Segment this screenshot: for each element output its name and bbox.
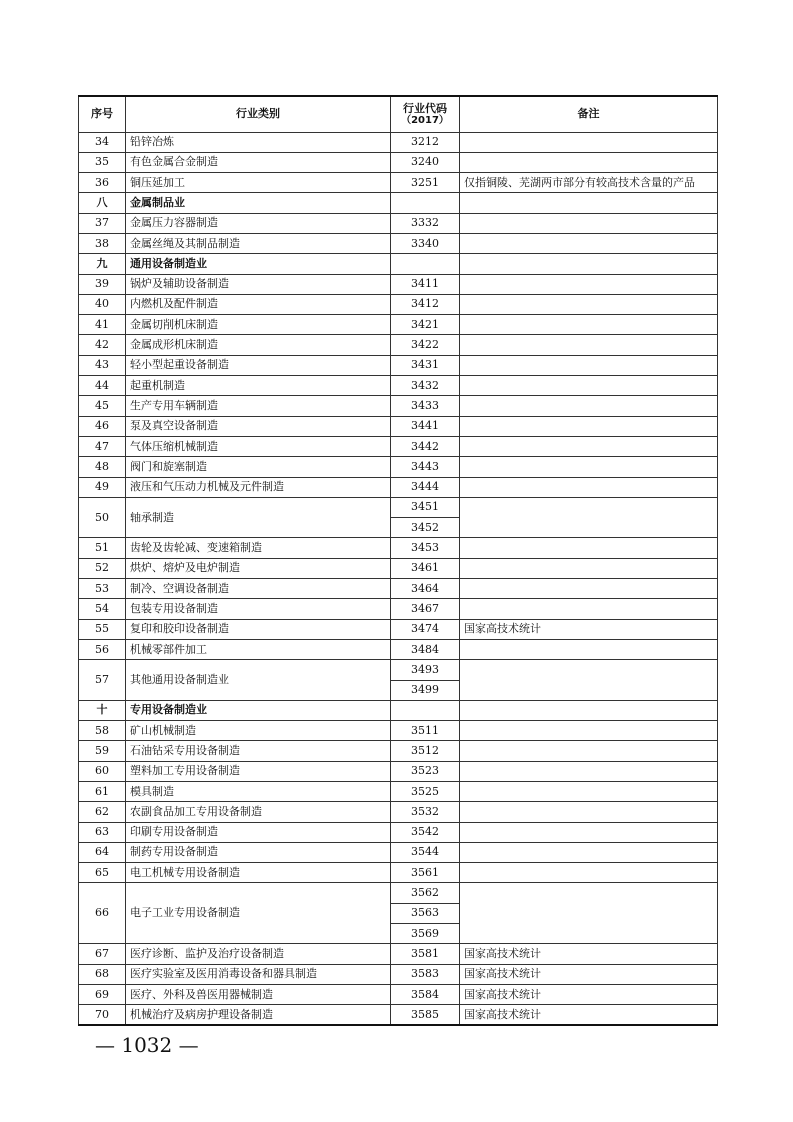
- row-seq: 56: [79, 639, 126, 659]
- row-code: 3493: [391, 660, 460, 680]
- row-seq: 62: [79, 802, 126, 822]
- table-row: [79, 842, 718, 862]
- table-row: [79, 538, 718, 558]
- table-row: [79, 315, 718, 335]
- row-code: 3544: [391, 842, 460, 862]
- row-code: 3433: [391, 396, 460, 416]
- row-category: 专用设备制造业: [126, 700, 391, 720]
- table-row: [79, 741, 718, 761]
- row-category: 轻小型起重设备制造: [126, 355, 391, 375]
- row-seq: 68: [79, 964, 126, 984]
- row-seq: 44: [79, 376, 126, 396]
- row-note: [460, 376, 718, 396]
- row-code: 3511: [391, 721, 460, 741]
- row-code: 3523: [391, 761, 460, 781]
- row-category: 轴承制造: [126, 497, 391, 538]
- row-note: [460, 802, 718, 822]
- section-row: [79, 254, 718, 274]
- row-note: 国家高技术统计: [460, 944, 718, 964]
- header-code: [391, 96, 460, 132]
- row-note: [460, 233, 718, 253]
- row-note: [460, 477, 718, 497]
- row-seq: 55: [79, 619, 126, 639]
- row-code: 3584: [391, 984, 460, 1004]
- page-number: — 1032 —: [95, 1033, 199, 1057]
- row-note: [460, 558, 718, 578]
- table-row: [79, 457, 718, 477]
- table-row: [79, 497, 718, 517]
- table-row: [79, 416, 718, 436]
- row-seq: 41: [79, 315, 126, 335]
- row-code: 3563: [391, 903, 460, 923]
- row-note: 国家高技术统计: [460, 964, 718, 984]
- table-row: [79, 436, 718, 456]
- row-seq: 66: [79, 883, 126, 944]
- row-code: 3467: [391, 599, 460, 619]
- row-category: 通用设备制造业: [126, 254, 391, 274]
- table-header: [79, 96, 718, 132]
- row-category: 铜压延加工: [126, 173, 391, 193]
- row-seq: 65: [79, 863, 126, 883]
- row-category: 农副食品加工专用设备制造: [126, 802, 391, 822]
- row-code: 3461: [391, 558, 460, 578]
- row-note: [460, 782, 718, 802]
- row-seq: 38: [79, 233, 126, 253]
- row-category: 有色金属合金制造: [126, 152, 391, 172]
- table-row: [79, 761, 718, 781]
- row-seq: 61: [79, 782, 126, 802]
- table-row: [79, 579, 718, 599]
- row-category: 石油钻采专用设备制造: [126, 741, 391, 761]
- row-note: [460, 335, 718, 355]
- row-seq: 43: [79, 355, 126, 375]
- row-category: 锅炉及辅助设备制造: [126, 274, 391, 294]
- section-row: [79, 193, 718, 213]
- row-note: 国家高技术统计: [460, 984, 718, 1004]
- row-code: 3240: [391, 152, 460, 172]
- row-code: 3452: [391, 518, 460, 538]
- row-note: [460, 639, 718, 659]
- row-code: 3542: [391, 822, 460, 842]
- row-note: [460, 315, 718, 335]
- row-code: 3525: [391, 782, 460, 802]
- header-category: 行业类别: [126, 96, 391, 132]
- row-category: 金属压力容器制造: [126, 213, 391, 233]
- row-note: [460, 721, 718, 741]
- table-row: [79, 964, 718, 984]
- table-row: [79, 294, 718, 314]
- row-category: 制冷、空调设备制造: [126, 579, 391, 599]
- row-code: 3499: [391, 680, 460, 700]
- row-category: 内燃机及配件制造: [126, 294, 391, 314]
- row-seq: 47: [79, 436, 126, 456]
- row-seq: 69: [79, 984, 126, 1004]
- row-seq: 35: [79, 152, 126, 172]
- row-category: 液压和气压动力机械及元件制造: [126, 477, 391, 497]
- row-category: 金属丝绳及其制品制造: [126, 233, 391, 253]
- table-row: [79, 639, 718, 659]
- row-note: [460, 193, 718, 213]
- table-row: [79, 132, 718, 152]
- row-code: 3340: [391, 233, 460, 253]
- section-row: [79, 700, 718, 720]
- row-code: 3484: [391, 639, 460, 659]
- row-code: 3562: [391, 883, 460, 903]
- table-row: [79, 822, 718, 842]
- row-note: [460, 254, 718, 274]
- table-row: [79, 984, 718, 1004]
- row-code: 3411: [391, 274, 460, 294]
- row-code: 3453: [391, 538, 460, 558]
- table-row: [79, 233, 718, 253]
- row-seq: 48: [79, 457, 126, 477]
- row-seq: 53: [79, 579, 126, 599]
- table-row: [79, 173, 718, 193]
- row-note: [460, 396, 718, 416]
- row-category: 矿山机械制造: [126, 721, 391, 741]
- row-note: [460, 152, 718, 172]
- row-seq: 39: [79, 274, 126, 294]
- row-category: 机械治疗及病房护理设备制造: [126, 1005, 391, 1025]
- row-category: 医疗诊断、监护及治疗设备制造: [126, 944, 391, 964]
- row-seq: 57: [79, 660, 126, 701]
- row-note: [460, 538, 718, 558]
- row-note: 仅指铜陵、芜湖两市部分有较高技术含量的产品: [460, 173, 718, 193]
- row-category: 复印和胶印设备制造: [126, 619, 391, 639]
- row-category: 模具制造: [126, 782, 391, 802]
- row-category: 制药专用设备制造: [126, 842, 391, 862]
- row-code: 3561: [391, 863, 460, 883]
- row-code: 3474: [391, 619, 460, 639]
- table-row: [79, 396, 718, 416]
- row-seq: 37: [79, 213, 126, 233]
- row-category: 起重机制造: [126, 376, 391, 396]
- row-code: 3441: [391, 416, 460, 436]
- row-code: 3422: [391, 335, 460, 355]
- row-category: 金属制品业: [126, 193, 391, 213]
- row-seq: 46: [79, 416, 126, 436]
- row-note: [460, 274, 718, 294]
- row-note: [460, 660, 718, 701]
- row-note: [460, 355, 718, 375]
- header-code-line1: 行业代码: [403, 101, 447, 115]
- row-note: [460, 741, 718, 761]
- row-code: 3464: [391, 579, 460, 599]
- row-note: [460, 213, 718, 233]
- row-note: [460, 863, 718, 883]
- row-seq: 42: [79, 335, 126, 355]
- row-code: 3412: [391, 294, 460, 314]
- table-row: [79, 599, 718, 619]
- row-code: [391, 254, 460, 274]
- row-seq: 36: [79, 173, 126, 193]
- header-seq: 序号: [79, 96, 126, 132]
- row-category: 金属切削机床制造: [126, 315, 391, 335]
- table-row: [79, 944, 718, 964]
- header-code-line2: （2017）: [401, 114, 449, 126]
- row-category: 电工机械专用设备制造: [126, 863, 391, 883]
- table-row: [79, 152, 718, 172]
- table-row: [79, 883, 718, 903]
- row-category: 烘炉、熔炉及电炉制造: [126, 558, 391, 578]
- row-code: [391, 193, 460, 213]
- row-seq: 63: [79, 822, 126, 842]
- row-category: 齿轮及齿轮减、变速箱制造: [126, 538, 391, 558]
- table-row: [79, 782, 718, 802]
- table-row: [79, 721, 718, 741]
- row-seq: 60: [79, 761, 126, 781]
- table-row: [79, 477, 718, 497]
- row-category: 包装专用设备制造: [126, 599, 391, 619]
- row-code: 3442: [391, 436, 460, 456]
- row-code: 3332: [391, 213, 460, 233]
- row-code: 3421: [391, 315, 460, 335]
- row-code: 3212: [391, 132, 460, 152]
- row-seq: 70: [79, 1005, 126, 1025]
- table-row: [79, 335, 718, 355]
- row-category: 铅锌冶炼: [126, 132, 391, 152]
- row-note: [460, 436, 718, 456]
- row-code: 3532: [391, 802, 460, 822]
- row-seq: 45: [79, 396, 126, 416]
- row-note: [460, 842, 718, 862]
- row-note: 国家高技术统计: [460, 619, 718, 639]
- row-note: [460, 579, 718, 599]
- row-note: [460, 599, 718, 619]
- row-category: 印刷专用设备制造: [126, 822, 391, 842]
- row-note: [460, 700, 718, 720]
- row-category: 阀门和旋塞制造: [126, 457, 391, 477]
- row-code: 3251: [391, 173, 460, 193]
- row-code: 3451: [391, 497, 460, 517]
- row-category: 机械零部件加工: [126, 639, 391, 659]
- row-category: 塑料加工专用设备制造: [126, 761, 391, 781]
- table-row: [79, 355, 718, 375]
- row-code: 3581: [391, 944, 460, 964]
- row-code: 3569: [391, 924, 460, 944]
- row-note: 国家高技术统计: [460, 1005, 718, 1025]
- row-code: 3444: [391, 477, 460, 497]
- row-note: [460, 497, 718, 538]
- row-code: 3583: [391, 964, 460, 984]
- row-category: 气体压缩机械制造: [126, 436, 391, 456]
- row-note: [460, 761, 718, 781]
- row-note: [460, 416, 718, 436]
- row-seq: 51: [79, 538, 126, 558]
- industry-table: [78, 95, 718, 1026]
- row-note: [460, 883, 718, 944]
- row-note: [460, 457, 718, 477]
- row-seq: 54: [79, 599, 126, 619]
- row-seq: 50: [79, 497, 126, 538]
- row-category: 其他通用设备制造业: [126, 660, 391, 701]
- row-seq: 八: [79, 193, 126, 213]
- table-row: [79, 619, 718, 639]
- row-seq: 40: [79, 294, 126, 314]
- header-row: [79, 96, 718, 132]
- header-note: 备注: [460, 96, 718, 132]
- table-body: [79, 132, 718, 1025]
- row-category: 金属成形机床制造: [126, 335, 391, 355]
- row-code: 3512: [391, 741, 460, 761]
- table-row: [79, 802, 718, 822]
- row-category: 医疗实验室及医用消毒设备和器具制造: [126, 964, 391, 984]
- table-row: [79, 1005, 718, 1025]
- row-code: 3443: [391, 457, 460, 477]
- row-seq: 58: [79, 721, 126, 741]
- row-note: [460, 132, 718, 152]
- row-seq: 52: [79, 558, 126, 578]
- table-row: [79, 660, 718, 680]
- row-category: 泵及真空设备制造: [126, 416, 391, 436]
- table-row: [79, 376, 718, 396]
- row-category: 生产专用车辆制造: [126, 396, 391, 416]
- row-note: [460, 822, 718, 842]
- row-seq: 49: [79, 477, 126, 497]
- table-row: [79, 274, 718, 294]
- table-row: [79, 863, 718, 883]
- row-code: 3585: [391, 1005, 460, 1025]
- row-code: [391, 700, 460, 720]
- table-row: [79, 558, 718, 578]
- row-note: [460, 294, 718, 314]
- row-seq: 59: [79, 741, 126, 761]
- row-seq: 64: [79, 842, 126, 862]
- row-code: 3431: [391, 355, 460, 375]
- table-row: [79, 213, 718, 233]
- row-code: 3432: [391, 376, 460, 396]
- row-seq: 67: [79, 944, 126, 964]
- row-category: 医疗、外科及兽医用器械制造: [126, 984, 391, 1004]
- row-seq: 十: [79, 700, 126, 720]
- row-category: 电子工业专用设备制造: [126, 883, 391, 944]
- row-seq: 九: [79, 254, 126, 274]
- row-seq: 34: [79, 132, 126, 152]
